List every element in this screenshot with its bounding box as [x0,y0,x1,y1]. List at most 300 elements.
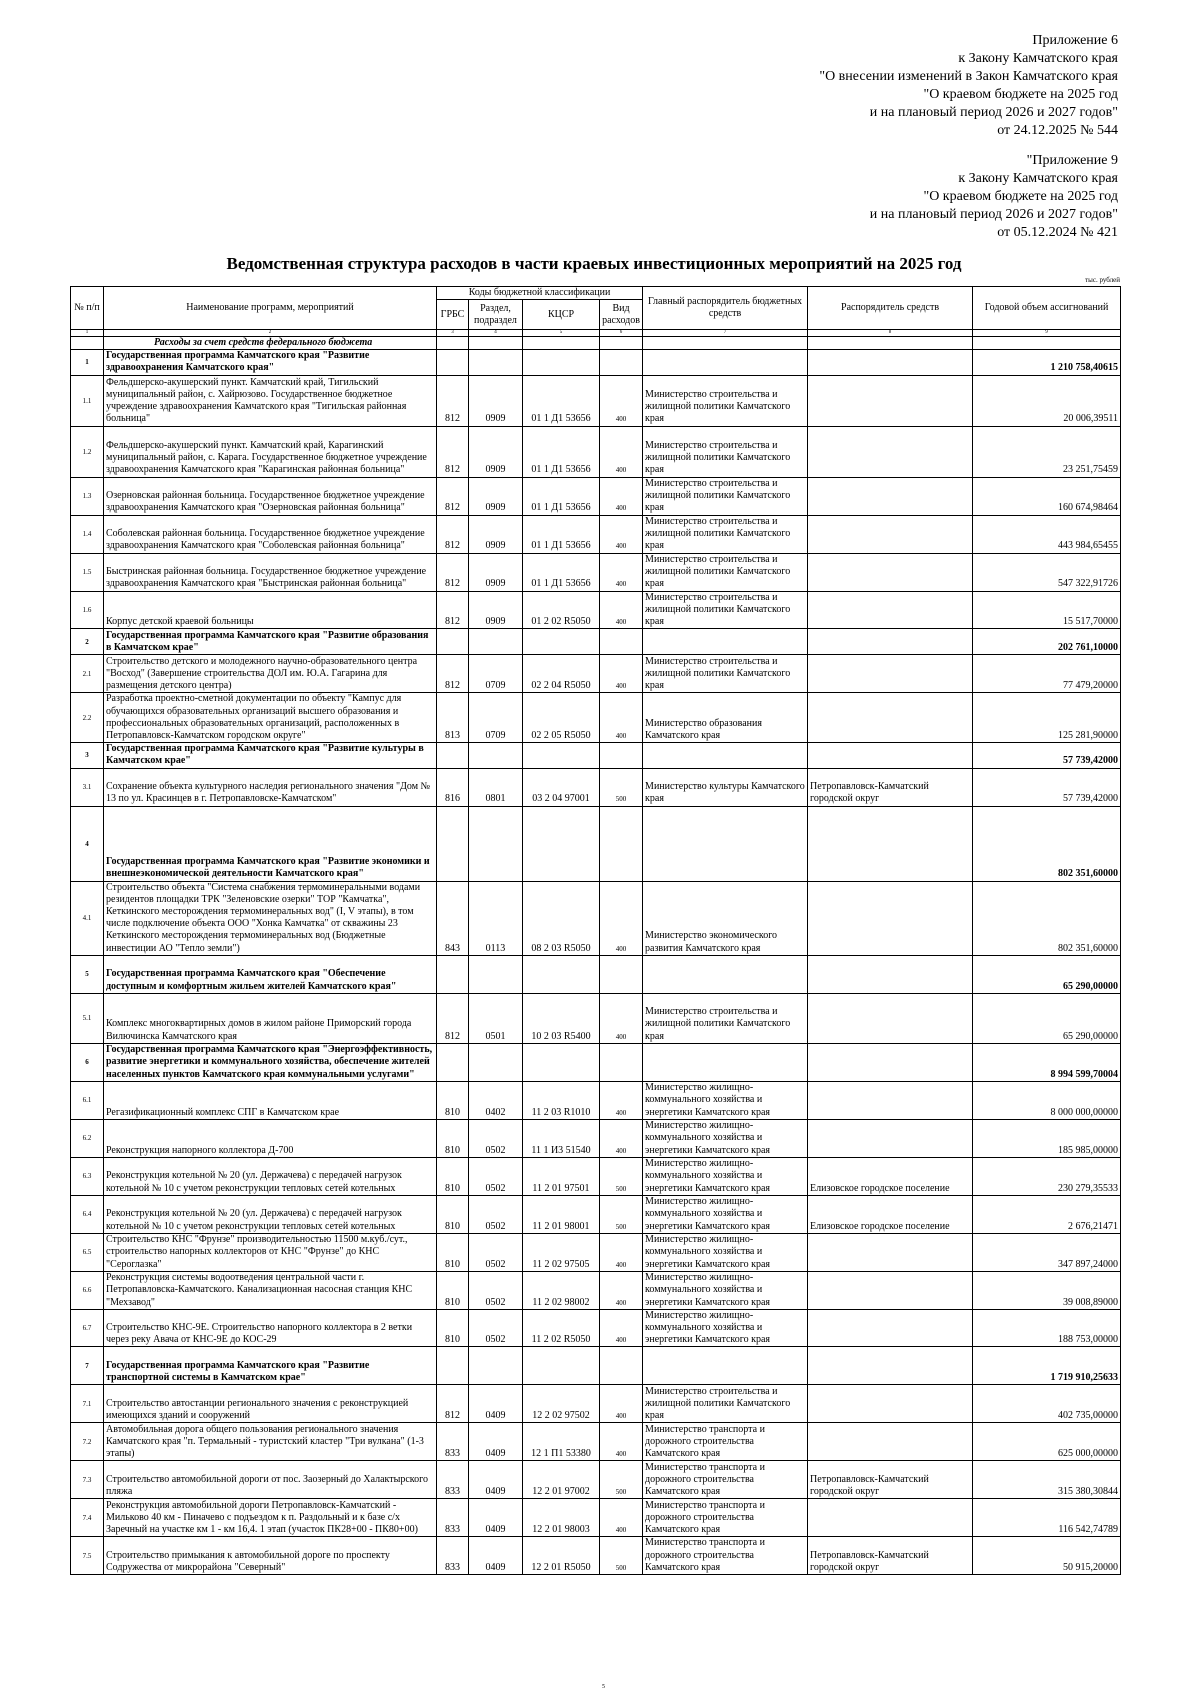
measure-row [71,1081,1121,1119]
razdel-code [469,1043,523,1081]
razdel-code: 0909 [469,591,523,629]
row-name: Реконструкция напорного коллектора Д-700 [104,1119,437,1157]
grbs-code: 833 [437,1537,469,1575]
vid-code [600,629,643,655]
glavny-rasporyaditel [643,1043,808,1081]
row-name: Государственная программа Камчатского края "Развитие здравоохранения Камчатского края" [104,350,437,375]
rasporyaditel [808,515,973,553]
header-line: от 05.12.2024 № 421 [997,225,1118,240]
annual-sum: 1 210 758,40615 [973,350,1121,375]
vid-code [600,743,643,768]
razdel-code: 0409 [469,1385,523,1423]
glavny-rasporyaditel: Министерство жилищно-коммунального хозяйства и энергетики Камчатского края [643,1195,808,1233]
row-number: 6 [71,1043,104,1081]
program-row [71,955,1121,993]
annual-sum: 185 985,00000 [973,1119,1121,1157]
vid-code: 400 [600,1309,643,1347]
vid-code: 500 [600,1537,643,1575]
kcsr-code: 01 2 02 R5050 [523,591,600,629]
annual-sum: 802 351,60000 [973,881,1121,955]
vid-code: 500 [600,1461,643,1499]
program-row [71,1347,1121,1385]
column-number: 8 [808,330,973,337]
row-name: Государственная программа Камчатского края "Развитие экономики и внешнеэкономической деятельности Камчатского края" [104,806,437,881]
razdel-code [469,1347,523,1385]
kcsr-code: 01 1 Д1 53656 [523,426,600,477]
program-row [71,1043,1121,1081]
glavny-rasporyaditel: Министерство жилищно-коммунального хозяйства и энергетики Камчатского края [643,1157,808,1195]
kcsr-code: 02 2 05 R5050 [523,693,600,743]
razdel-code: 0502 [469,1309,523,1347]
row-name: Фельдшерско-акушерский пункт. Камчатский край, Тигильский муниципальный район, с. Хайрюзово. Государственное бюджетное учреждение здравоохранения Камчатского края "Тигильская районная больница" [104,375,437,426]
annual-sum: 625 000,00000 [973,1423,1121,1461]
vid-code: 500 [600,1157,643,1195]
row-name: Соболевская районная больница. Государственное бюджетное учреждение здравоохранения Камчатского края "Соболевская районная больница" [104,515,437,553]
razdel-code: 0709 [469,693,523,743]
annual-sum: 2 676,21471 [973,1195,1121,1233]
glavny-rasporyaditel: Министерство жилищно-коммунального хозяйства и энергетики Камчатского края [643,1271,808,1309]
rasporyaditel [808,1423,973,1461]
kcsr-code [523,955,600,993]
annual-sum: 402 735,00000 [973,1385,1121,1423]
grbs-code [437,743,469,768]
row-number: 7.5 [71,1537,104,1575]
program-row [71,350,1121,375]
row-name: Государственная программа Камчатского края "Развитие транспортной системы в Камчатском крае" [104,1347,437,1385]
header-line: от 24.12.2025 № 544 [997,123,1118,138]
col-header-razdel: Раздел, подраздел [469,300,523,330]
glavny-rasporyaditel [643,955,808,993]
annual-sum: 50 915,20000 [973,1537,1121,1575]
grbs-code: 812 [437,375,469,426]
row-name: Государственная программа Камчатского края "Энергоэффективность, развитие энергетики и коммунального хозяйства, обеспечение жителей населенных пунктов Камчатского края коммунальными услугами" [104,1043,437,1081]
rasporyaditel [808,1385,973,1423]
grbs-code: 810 [437,1119,469,1157]
measure-row [71,1309,1121,1347]
grbs-code: 812 [437,477,469,515]
vid-code: 400 [600,1081,643,1119]
appendix-6-header [819,32,1118,140]
annual-sum: 77 479,20000 [973,655,1121,693]
col-header-grbs: ГРБС [437,300,469,330]
col-header-vid: Вид расходов [600,300,643,330]
column-number: 3 [437,330,469,337]
kcsr-code: 02 2 04 R5050 [523,655,600,693]
vid-code [600,806,643,881]
row-number: 4 [71,806,104,881]
measure-row [71,426,1121,477]
row-number: 1 [71,350,104,375]
rasporyaditel: Петропавловск-Камчатский городской округ [808,768,973,806]
measure-row [71,1119,1121,1157]
glavny-rasporyaditel: Министерство строительства и жилищной политики Камчатского края [643,553,808,591]
razdel-code [469,350,523,375]
grbs-code: 812 [437,1385,469,1423]
grbs-code: 812 [437,655,469,693]
kcsr-code: 01 1 Д1 53656 [523,553,600,591]
row-number: 6.7 [71,1309,104,1347]
glavny-rasporyaditel [643,743,808,768]
header-line: "Приложение 9 [1026,153,1118,168]
razdel-code: 0409 [469,1537,523,1575]
col-header-kcsr: КЦСР [523,300,600,330]
annual-sum: 39 008,89000 [973,1271,1121,1309]
row-number: 5 [71,955,104,993]
row-number: 6.3 [71,1157,104,1195]
glavny-rasporyaditel: Министерство строительства и жилищной политики Камчатского края [643,1385,808,1423]
kcsr-code [523,1347,600,1385]
measure-row [71,1157,1121,1195]
row-number: 1.4 [71,515,104,553]
glavny-rasporyaditel: Министерство образования Камчатского края [643,693,808,743]
row-name: Разработка проектно-сметной документации по объекту "Кампус для обучающихся образовательных организаций высшего образования и профессиональных образовательных организаций, расположенных в Петропавловск-Камчатском городском округе" [104,693,437,743]
razdel-code: 0502 [469,1157,523,1195]
grbs-code: 812 [437,426,469,477]
kcsr-code: 11 2 03 R1010 [523,1081,600,1119]
annual-sum: 347 897,24000 [973,1233,1121,1271]
glavny-rasporyaditel: Министерство транспорта и дорожного строительства Камчатского края [643,1423,808,1461]
vid-code: 400 [600,1271,643,1309]
col-header-codes: Коды бюджетной классификации [437,287,643,300]
vid-code: 400 [600,1119,643,1157]
rasporyaditel [808,1081,973,1119]
row-number: 1.2 [71,426,104,477]
annual-sum: 8 994 599,70004 [973,1043,1121,1081]
vid-code: 400 [600,655,643,693]
annual-sum: 23 251,75459 [973,426,1121,477]
annual-sum: 20 006,39511 [973,375,1121,426]
rasporyaditel [808,955,973,993]
row-name: Строительство объекта "Система снабжения термоминеральными водами резидентов площадки ТРК "Зеленовские озерки" ТОР "Камчатка", Кеткинского месторождения термоминеральных вод" (I, V этапы), в том числе подключение объекта ООО "Хонка Камчатка" от скважины 23 Кеткинского месторождения термоминеральных вод (Бюджетные инвестиции АО "Тепло земли") [104,881,437,955]
razdel-code: 0501 [469,993,523,1043]
kcsr-code: 12 2 01 R5050 [523,1537,600,1575]
row-name: Строительство примыкания к автомобильной дороге по проспекту Содружества от микрорайона "Северный" [104,1537,437,1575]
razdel-code: 0909 [469,375,523,426]
measure-row [71,768,1121,806]
kcsr-code: 11 2 01 98001 [523,1195,600,1233]
kcsr-code: 03 2 04 97001 [523,768,600,806]
measure-row [71,693,1121,743]
measure-row [71,1423,1121,1461]
rasporyaditel [808,375,973,426]
measure-row [71,1195,1121,1233]
razdel-code: 0409 [469,1461,523,1499]
row-name: Строительство автомобильной дороги от пос. Заозерный до Халактырского пляжа [104,1461,437,1499]
rasporyaditel [808,1271,973,1309]
grbs-code: 833 [437,1423,469,1461]
rasporyaditel [808,1233,973,1271]
kcsr-code: 11 2 01 97501 [523,1157,600,1195]
kcsr-code [523,629,600,655]
rasporyaditel [808,1309,973,1347]
razdel-code [469,955,523,993]
grbs-code: 812 [437,993,469,1043]
row-name: Реконструкция системы водоотведения центральной части г. Петропавловска-Камчатского. Канализационная насосная станция КНС "Мехзавод" [104,1271,437,1309]
glavny-rasporyaditel [643,806,808,881]
program-row [71,629,1121,655]
units-label: тыс. рублей [1085,276,1120,284]
vid-code: 400 [600,591,643,629]
glavny-rasporyaditel: Министерство экономического развития Камчатского края [643,881,808,955]
header-line: и на плановый период 2026 и 2027 годов" [869,105,1118,120]
row-number: 6.2 [71,1119,104,1157]
row-number: 7.3 [71,1461,104,1499]
glavny-rasporyaditel: Министерство транспорта и дорожного строительства Камчатского края [643,1499,808,1537]
kcsr-code: 12 2 02 97502 [523,1385,600,1423]
appendix-9-header [870,152,1118,242]
row-number: 7 [71,1347,104,1385]
grbs-code: 812 [437,591,469,629]
grbs-code: 833 [437,1461,469,1499]
rasporyaditel [808,806,973,881]
razdel-code: 0409 [469,1499,523,1537]
row-name: Автомобильная дорога общего пользования регионального значения Камчатского края "п. Термальный - туристский кластер "Три вулкана" (1-3 этапы) [104,1423,437,1461]
annual-sum: 188 753,00000 [973,1309,1121,1347]
row-name: Реконструкция автомобильной дороги Петропавловск-Камчатский - Мильково 40 км - Пиначево с подъездом к п. Раздольный и к базе с/х Заречный на участке км 1 - км 16,4. 1 этап (участок ПК28+00 - ПК80+00) [104,1499,437,1537]
grbs-code [437,806,469,881]
grbs-code: 833 [437,1499,469,1537]
measure-row [71,1233,1121,1271]
header-line: "О краевом бюджете на 2025 год [923,189,1118,204]
row-number: 2.2 [71,693,104,743]
annual-sum: 202 761,10000 [973,629,1121,655]
grbs-code: 810 [437,1081,469,1119]
measure-row [71,993,1121,1043]
measure-row [71,1537,1121,1575]
rasporyaditel [808,881,973,955]
vid-code: 400 [600,1423,643,1461]
row-number: 1.5 [71,553,104,591]
annual-sum: 1 719 910,25633 [973,1347,1121,1385]
program-row [71,743,1121,768]
glavny-rasporyaditel: Министерство строительства и жилищной политики Камчатского края [643,375,808,426]
column-number: 1 [71,330,104,337]
rasporyaditel [808,693,973,743]
glavny-rasporyaditel: Министерство строительства и жилищной политики Камчатского края [643,426,808,477]
grbs-code [437,1347,469,1385]
razdel-code: 0909 [469,477,523,515]
glavny-rasporyaditel: Министерство жилищно-коммунального хозяйства и энергетики Камчатского края [643,1233,808,1271]
row-number: 5.1 [71,993,104,1043]
vid-code [600,1043,643,1081]
row-name: Строительство автостанции регионального значения с реконструкцией имеющихся зданий и сооружений [104,1385,437,1423]
header-line: к Закону Камчатского края [958,171,1118,186]
glavny-rasporyaditel: Министерство культуры Камчатского края [643,768,808,806]
glavny-rasporyaditel [643,1347,808,1385]
vid-code: 400 [600,1233,643,1271]
kcsr-code: 01 1 Д1 53656 [523,515,600,553]
row-name: Комплекс многоквартирных домов в жилом районе Приморский города Вилючинска Камчатского края [104,993,437,1043]
col-header-sum: Годовой объем ассигнований [973,287,1121,330]
row-name: Строительство КНС-9Е. Строительство напорного коллектора в 2 ветки через реку Авача от КНС-9Е до КОС-29 [104,1309,437,1347]
measure-row [71,375,1121,426]
kcsr-code: 12 1 П1 53380 [523,1423,600,1461]
glavny-rasporyaditel [643,350,808,375]
glavny-rasporyaditel: Министерство строительства и жилищной политики Камчатского края [643,655,808,693]
razdel-code [469,743,523,768]
annual-sum: 315 380,30844 [973,1461,1121,1499]
row-number: 3.1 [71,768,104,806]
vid-code: 400 [600,993,643,1043]
razdel-code: 0909 [469,426,523,477]
kcsr-code: 12 2 01 98003 [523,1499,600,1537]
row-number: 6.4 [71,1195,104,1233]
vid-code: 400 [600,1499,643,1537]
row-number: 2 [71,629,104,655]
row-number: 6.6 [71,1271,104,1309]
annual-sum: 443 984,65455 [973,515,1121,553]
rasporyaditel [808,1499,973,1537]
row-name: Государственная программа Камчатского края "Обеспечение доступным и комфортным жильем жителей Камчатского края" [104,955,437,993]
annual-sum: 116 542,74789 [973,1499,1121,1537]
row-name: Строительство КНС "Фрунзе" производительностью 11500 м.куб./сут., строительство напорных коллекторов от КНС "Фрунзе" до КНС "Сероглазка" [104,1233,437,1271]
vid-code: 400 [600,477,643,515]
column-number: 5 [523,330,600,337]
program-row [71,806,1121,881]
kcsr-code [523,743,600,768]
rasporyaditel [808,426,973,477]
razdel-code: 0502 [469,1233,523,1271]
grbs-code: 816 [437,768,469,806]
grbs-code [437,350,469,375]
glavny-rasporyaditel: Министерство транспорта и дорожного строительства Камчатского края [643,1537,808,1575]
column-number: 7 [643,330,808,337]
grbs-code: 810 [437,1271,469,1309]
measure-row [71,1385,1121,1423]
measure-row [71,591,1121,629]
page-number: 5 [602,1684,605,1690]
row-name: Фельдшерско-акушерский пункт. Камчатский край, Карагинский муниципальный район, с. Карага. Государственное бюджетное учреждение здравоохранения Камчатского края "Карагинская районная больница" [104,426,437,477]
vid-code [600,1347,643,1385]
section-title: Расходы за счет средств федерального бюджета [104,337,437,350]
annual-sum: 57 739,42000 [973,768,1121,806]
header-line: "О внесении изменений в Закон Камчатского края [819,69,1118,84]
row-name: Реконструкция котельной № 20 (ул. Держачева) с передачей нагрузок котельной № 10 с учетом реконструкции тепловых сетей котельных [104,1157,437,1195]
row-number: 6.1 [71,1081,104,1119]
annual-sum: 15 517,70000 [973,591,1121,629]
rasporyaditel [808,553,973,591]
glavny-rasporyaditel: Министерство транспорта и дорожного строительства Камчатского края [643,1461,808,1499]
grbs-code: 812 [437,515,469,553]
measure-row [71,1499,1121,1537]
vid-code: 400 [600,693,643,743]
rasporyaditel: Елизовское городское поселение [808,1195,973,1233]
budget-table [70,286,1121,1575]
vid-code [600,350,643,375]
row-name: Строительство детского и молодежного научно-образовательного центра "Восход" (Завершение строительства ДОЛ им. Ю.А. Гагарина для размещения детского центра) [104,655,437,693]
header-line: и на плановый период 2026 и 2027 годов" [869,207,1118,222]
glavny-rasporyaditel: Министерство жилищно-коммунального хозяйства и энергетики Камчатского края [643,1081,808,1119]
razdel-code: 0909 [469,515,523,553]
section-row [71,337,1121,350]
col-header-glavny: Главный распорядитель бюджетных средств [643,287,808,330]
kcsr-code: 01 1 Д1 53656 [523,477,600,515]
annual-sum: 160 674,98464 [973,477,1121,515]
glavny-rasporyaditel: Министерство строительства и жилищной политики Камчатского края [643,515,808,553]
row-number: 6.5 [71,1233,104,1271]
vid-code: 400 [600,515,643,553]
kcsr-code: 01 1 Д1 53656 [523,375,600,426]
row-number: 7.2 [71,1423,104,1461]
razdel-code [469,629,523,655]
row-number: 4.1 [71,881,104,955]
razdel-code: 0502 [469,1271,523,1309]
column-number: 6 [600,330,643,337]
annual-sum: 57 739,42000 [973,743,1121,768]
grbs-code [437,629,469,655]
measure-row [71,477,1121,515]
annual-sum: 230 279,35533 [973,1157,1121,1195]
razdel-code: 0402 [469,1081,523,1119]
row-number: 3 [71,743,104,768]
measure-row [71,553,1121,591]
row-number: 7.4 [71,1499,104,1537]
column-number: 2 [104,330,437,337]
grbs-code: 810 [437,1195,469,1233]
razdel-code: 0113 [469,881,523,955]
row-number: 2.1 [71,655,104,693]
kcsr-code: 12 2 01 97002 [523,1461,600,1499]
razdel-code: 0709 [469,655,523,693]
vid-code: 400 [600,553,643,591]
razdel-code: 0909 [469,553,523,591]
glavny-rasporyaditel: Министерство строительства и жилищной политики Камчатского края [643,993,808,1043]
rasporyaditel: Петропавловск-Камчатский городской округ [808,1537,973,1575]
row-name: Реконструкция котельной № 20 (ул. Держачева) с передачей нагрузок котельной № 10 с учетом реконструкции тепловых сетей котельных [104,1195,437,1233]
grbs-code [437,1043,469,1081]
header-line: "О краевом бюджете на 2025 год [923,87,1118,102]
header-line: к Закону Камчатского края [958,51,1118,66]
row-number: 1.1 [71,375,104,426]
rasporyaditel [808,1347,973,1385]
row-name: Быстринская районная больница. Государственное бюджетное учреждение здравоохранения Камчатского края "Быстринская районная больница" [104,553,437,591]
razdel-code: 0801 [469,768,523,806]
grbs-code [437,955,469,993]
rasporyaditel: Петропавловск-Камчатский городской округ [808,1461,973,1499]
rasporyaditel: Елизовское городское поселение [808,1157,973,1195]
rasporyaditel [808,1043,973,1081]
kcsr-code: 08 2 03 R5050 [523,881,600,955]
razdel-code: 0409 [469,1423,523,1461]
glavny-rasporyaditel [643,629,808,655]
row-number: 7.1 [71,1385,104,1423]
vid-code: 400 [600,426,643,477]
document-title: Ведомственная структура расходов в части краевых инвестиционных мероприятий на 2025 год [226,254,962,273]
annual-sum: 8 000 000,00000 [973,1081,1121,1119]
column-number: 9 [973,330,1121,337]
kcsr-code: 11 1 И3 51540 [523,1119,600,1157]
rasporyaditel [808,591,973,629]
grbs-code: 810 [437,1233,469,1271]
row-name: Корпус детской краевой больницы [104,591,437,629]
col-header-no: № п/п [71,287,104,330]
kcsr-code [523,1043,600,1081]
razdel-code [469,806,523,881]
grbs-code: 810 [437,1309,469,1347]
kcsr-code [523,350,600,375]
rasporyaditel [808,1119,973,1157]
row-number: 1.6 [71,591,104,629]
grbs-code: 843 [437,881,469,955]
measure-row [71,515,1121,553]
row-name: Озерновская районная больница. Государственное бюджетное учреждение здравоохранения Камчатского края "Озерновская районная больница" [104,477,437,515]
row-name: Государственная программа Камчатского края "Развитие культуры в Камчатском крае" [104,743,437,768]
vid-code: 500 [600,768,643,806]
kcsr-code: 11 2 02 R5050 [523,1309,600,1347]
rasporyaditel [808,743,973,768]
column-numbers-row [71,330,1121,337]
annual-sum: 125 281,90000 [973,693,1121,743]
